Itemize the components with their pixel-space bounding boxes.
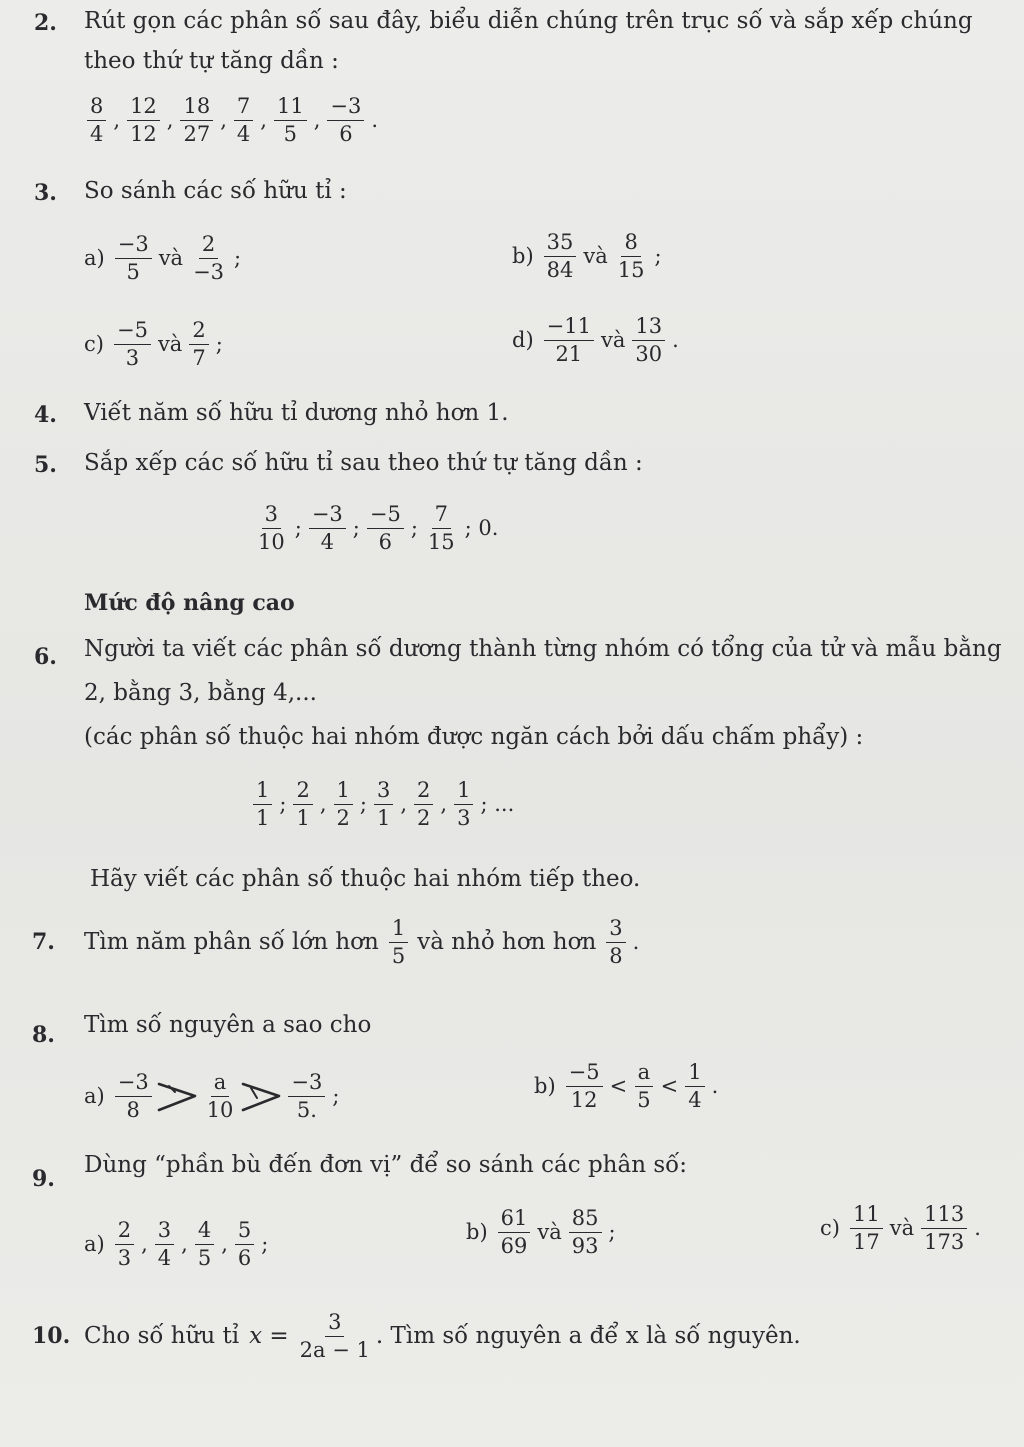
problem-5-fractions: $\frac{3}{10}$ ; $\frac{-3}{4}$ ; $\frac{-5}{6}$ ; $\frac{7}{15}$ ; 0. — [252, 502, 502, 555]
problem-3b: b) $\frac{35}{84}$ và $\frac{8}{15}$ ; — [512, 230, 662, 282]
handwritten-greater-than-icon — [239, 1076, 285, 1116]
fraction: $\frac{7}{15}$ — [427, 502, 455, 554]
fraction: $\frac{1}{1}$ — [253, 778, 272, 831]
fraction: $\frac{2}{2}$ — [414, 778, 433, 831]
fraction: $\frac{a}{5}$ — [634, 1060, 653, 1113]
fraction: $\frac{-5}{3}$ — [114, 318, 151, 371]
fraction: $\frac{85}{93}$ — [569, 1206, 602, 1259]
problem-4-text: Viết năm số hữu tỉ dương nhỏ hơn 1. — [84, 400, 509, 426]
problem-2-line-1: Rút gọn các phân số sau đây, biểu diễn chúng trên trục số và sắp xếp chúng — [84, 8, 973, 34]
fraction: $\frac{3}{8}$ — [606, 916, 625, 969]
fraction: $\frac{1}{2}$ — [334, 778, 353, 831]
fraction: $\frac{8}{15}$ — [617, 230, 645, 282]
problem-3d: d) $\frac{-11}{21}$ và $\frac{13}{30}$ . — [512, 314, 679, 366]
fraction: $\frac{-3}{6}$ — [327, 94, 364, 147]
problem-2-number: 2. — [34, 10, 57, 36]
fraction: $\frac{61}{69}$ — [498, 1206, 531, 1259]
problem-9c: c) $\frac{11}{17}$ và $\frac{113}{173}$ . — [820, 1202, 981, 1254]
problem-9a: a) $\frac{2}{3}$ , $\frac{3}{4}$ , $\frac{4}{5}$ , $\frac{5}{6}$ ; — [84, 1218, 269, 1270]
fraction: $\frac{7}{4}$ — [234, 94, 253, 147]
fraction: $\frac{12}{12}$ — [127, 94, 160, 147]
fraction: $\frac{5}{6}$ — [235, 1218, 254, 1271]
fraction: $\frac{4}{5}$ — [195, 1218, 214, 1271]
problem-10: 10. Cho số hữu tỉ x = $\frac{3}{2a - 1}$ . Tìm số nguyên a để x là số nguyên. — [32, 1310, 801, 1362]
problem-6-line-1: Người ta viết các phân số dương thành từng nhóm có tổng của tử và mẫu bằng — [84, 636, 1002, 662]
fraction: $\frac{113}{173}$ — [921, 1202, 967, 1255]
problem-3-text: So sánh các số hữu tỉ : — [84, 178, 347, 204]
fraction: $\frac{2}{7}$ — [189, 318, 208, 371]
problem-4-number: 4. — [34, 402, 57, 428]
problem-5-text: Sắp xếp các số hữu tỉ sau theo thứ tự tăng dần : — [84, 450, 643, 476]
problem-8-text: Tìm số nguyên a sao cho — [84, 1012, 372, 1038]
fraction: $\frac{-3}{4}$ — [309, 502, 346, 555]
fraction: $\frac{-3}{5.}$ — [288, 1070, 325, 1123]
section-heading: Mức độ nâng cao — [84, 590, 295, 616]
fraction: $\frac{3}{2a - 1}$ — [299, 1310, 370, 1362]
problem-2-line-2: theo thứ tự tăng dần : — [84, 48, 339, 74]
handwritten-greater-than-icon — [155, 1076, 201, 1116]
problem-7: 7. Tìm năm phân số lớn hơn $\frac{1}{5}$ và nhỏ hơn hơn $\frac{3}{8}$ . — [32, 916, 640, 968]
fraction: $\frac{11}{5}$ — [274, 94, 307, 147]
problem-6-line-4: Hãy viết các phân số thuộc hai nhóm tiếp theo. — [90, 866, 641, 892]
problem-5-number: 5. — [34, 452, 57, 478]
fraction: $\frac{18}{27}$ — [180, 94, 213, 147]
fraction: $\frac{3}{4}$ — [155, 1218, 174, 1271]
fraction: $\frac{8}{4}$ — [87, 94, 106, 147]
fraction: $\frac{-3}{5}$ — [115, 232, 152, 285]
fraction: $\frac{a}{10}$ — [206, 1070, 234, 1122]
fraction: $\frac{3}{1}$ — [374, 778, 393, 831]
fraction: $\frac{-3}{8}$ — [115, 1070, 152, 1123]
problem-2-fractions: $\frac{8}{4}$ , $\frac{12}{12}$ , $\frac{18}{27}$ , $\frac{7}{4}$ , $\frac{11}{5}$ , $\frac{-3}{6}$ . — [84, 94, 382, 147]
problem-9-number: 9. — [32, 1166, 55, 1192]
problem-6-number: 6. — [34, 644, 57, 670]
fraction: $\frac{-5}{12}$ — [566, 1060, 603, 1113]
fraction: $\frac{13}{30}$ — [632, 314, 665, 367]
problem-8-number: 8. — [32, 1022, 55, 1048]
fraction: $\frac{35}{84}$ — [544, 230, 577, 283]
problem-9b: b) $\frac{61}{69}$ và $\frac{85}{93}$ ; — [466, 1206, 616, 1258]
fraction: $\frac{1}{4}$ — [685, 1060, 704, 1113]
problem-8b: b) $\frac{-5}{12}$ < $\frac{a}{5}$ < $\frac{1}{4}$ . — [534, 1060, 719, 1112]
fraction: $\frac{3}{10}$ — [258, 502, 285, 554]
problem-3c: c) $\frac{-5}{3}$ và $\frac{2}{7}$ ; — [84, 318, 223, 370]
problem-3-number: 3. — [34, 180, 57, 206]
problem-3a: a) $\frac{-3}{5}$ và $\frac{2}{-3}$ ; — [84, 232, 242, 284]
problem-6-line-3: (các phân số thuộc hai nhóm được ngăn cách bởi dấu chấm phẩy) : — [84, 724, 864, 750]
fraction: $\frac{2}{-3}$ — [193, 232, 225, 284]
fraction: $\frac{-5}{6}$ — [367, 502, 404, 555]
problem-6-line-2: 2, bằng 3, bằng 4,... — [84, 680, 317, 706]
fraction: $\frac{1}{5}$ — [389, 916, 408, 969]
fraction: $\frac{-11}{21}$ — [544, 314, 594, 367]
fraction: $\frac{2}{1}$ — [293, 778, 312, 831]
fraction: $\frac{1}{3}$ — [454, 778, 473, 831]
fraction: $\frac{11}{17}$ — [850, 1202, 883, 1255]
fraction: $\frac{2}{3}$ — [115, 1218, 134, 1271]
problem-8a: a) $\frac{-3}{8}$ $\frac{a}{10}$ $\frac{-3}{5.}$ ; — [84, 1070, 340, 1122]
problem-9-text: Dùng “phần bù đến đơn vị” để so sánh các phân số: — [84, 1152, 687, 1178]
problem-6-fractions: $\frac{1}{1}$ ; $\frac{2}{1}$ , $\frac{1}{2}$ ; $\frac{3}{1}$ , $\frac{2}{2}$ , $\frac{1}{3}$ ; ... — [250, 778, 518, 831]
